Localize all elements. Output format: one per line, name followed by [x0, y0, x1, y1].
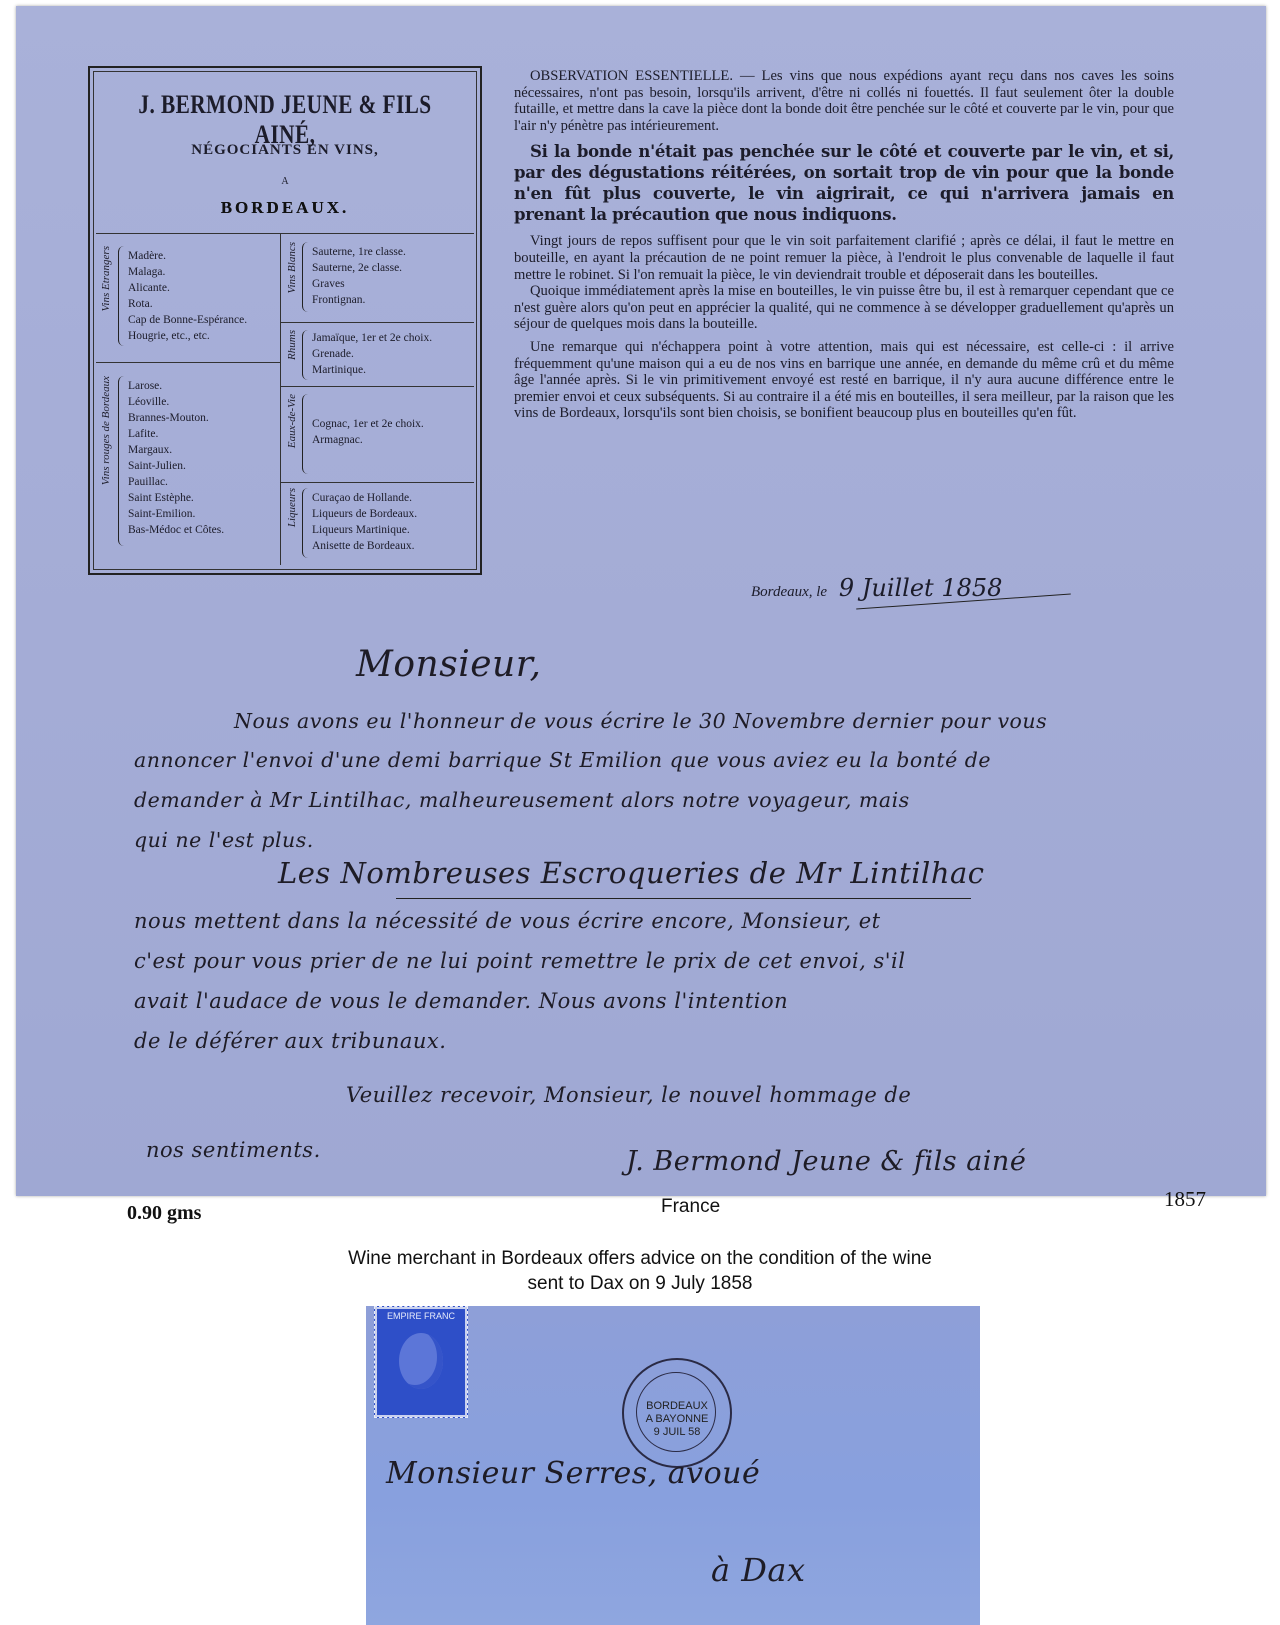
category-liqueurs — [284, 488, 474, 562]
list-item: Armagnac. — [312, 434, 363, 446]
divider — [280, 386, 474, 387]
description-line-2: sent to Dax on 9 July 1858 — [527, 1273, 753, 1294]
napoleon-stamp — [374, 1306, 468, 1418]
paragraph: Une remarque qui n'échappera point à votre attention, mais qui est nécessaire, est celle-ci : il arrive fréquemment qu'une maison qui a eu de nos vins en barrique une année, en demande du même crû et du même âge l'année après. Si le vin primitivement envoyé est resté en barrique, il n'y aura aucune différence entre le premier envoi et ceux subséquents. Si au contraire il a été mis en bouteilles, il sera meilleur, par la raison que les vins de Bordeaux, lorsqu'ils sont bien choisis, se bonifient beaucoup plus en bouteilles qu'en fût. — [514, 338, 1174, 422]
signature: J. Bermond Jeune & fils ainé — [626, 1146, 1027, 1177]
observation-text — [514, 68, 1174, 422]
list-item: Liqueurs Martinique. — [312, 524, 410, 536]
list-item: Larose. — [128, 380, 163, 392]
portrait-icon — [399, 1333, 443, 1389]
salutation: Monsieur, — [356, 644, 542, 685]
underline — [396, 898, 971, 899]
category-label: Vins Blancs — [286, 242, 298, 294]
item-list — [312, 244, 406, 308]
category-label: Vins rouges de Bordeaux — [100, 376, 112, 486]
list-item: Grenade. — [312, 348, 354, 360]
list-item: Liqueurs de Bordeaux. — [312, 508, 418, 520]
list-item: Cognac, 1er et 2e choix. — [312, 418, 424, 430]
item-list — [312, 490, 417, 554]
handwritten-line: demander à Mr Lintilhac, malheureusement alors notre voyageur, mais — [134, 788, 910, 812]
category-label: Liqueurs — [286, 488, 298, 528]
list-item: Alicante. — [128, 282, 170, 294]
divider — [280, 233, 281, 565]
divider — [96, 362, 280, 363]
brace — [302, 330, 309, 380]
paragraph: OBSERVATION ESSENTIELLE. — Les vins que nous expédions ayant reçu dans nos caves les soins nécessaires, n'ont pas besoin, lorsqu'ils arrivent, d'être ni collés ni fouettés. Il faut seulement ôter la double futaille, et mettre dans la cave la pièce dont la bonde doit être penchée sur le côté et couverte par le vin, pour que l'air n'y pénètre pas intérieurement. — [514, 68, 1174, 134]
list-item: Martinique. — [312, 364, 366, 376]
divider — [280, 482, 474, 483]
description-line-1: Wine merchant in Bordeaux offers advice on the condition of the wine — [348, 1248, 932, 1269]
dateline-printed: Bordeaux, le — [751, 584, 828, 600]
list-item: Cap de Bonne-Espérance. — [128, 314, 248, 326]
year-caption: 1857 — [1164, 1187, 1206, 1211]
item-list — [128, 248, 247, 344]
category-label: Rhums — [286, 330, 298, 360]
paragraph: Quoique immédiatement après la mise en bouteilles, le vin puisse être bu, il est à remarquer cependant que ce n'est guère alors qu'on peut en apprécier la qualité, qui ne commence à se développer graduellement qu'après un séjour de quelques mois dans la bouteille. — [514, 283, 1174, 333]
letter-sheet — [16, 6, 1266, 1196]
list-item: Pauillac. — [128, 476, 168, 488]
postmark — [622, 1358, 732, 1468]
handwritten-line: avait l'audace de vous le demander. Nous avons l'intention — [134, 989, 789, 1013]
postmark-text: BORDEAUX A BAYONNE 9 JUIL 58 — [645, 1400, 709, 1438]
divider — [96, 233, 474, 234]
brace — [302, 488, 309, 558]
country-caption: France — [661, 1196, 721, 1217]
stamp-text: EMPIRE FRANC — [386, 1311, 455, 1321]
envelope-cover — [366, 1306, 980, 1625]
list-item: Brannes-Mouton. — [128, 412, 209, 424]
category-label: Eaux-de-Vie — [286, 394, 298, 449]
list-item: Saint-Emilion. — [128, 508, 196, 520]
handwritten-line: nous mettent dans la nécessité de vous écrire encore, Monsieur, et — [134, 909, 881, 933]
handwritten-line: de le déférer aux tribunaux. — [134, 1029, 447, 1053]
list-item: Saint Estèphe. — [128, 492, 194, 504]
handwritten-line: Nous avons eu l'honneur de vous écrire le 30 Novembre dernier pour vous — [234, 709, 1048, 733]
list-item: Sauterne, 1re classe. — [312, 246, 406, 258]
brace — [302, 394, 309, 474]
handwritten-line: c'est pour vous prier de ne lui point remettre le prix de cet envoi, s'il — [134, 949, 906, 973]
firm-trade: NÉGOCIANTS EN VINS, — [191, 142, 379, 158]
item-list — [312, 330, 432, 378]
list-item: Anisette de Bordeaux. — [312, 540, 415, 552]
category-eaux-de-vie — [284, 394, 474, 478]
list-item: Curaçao de Hollande. — [312, 492, 412, 504]
category-vins-etrangers — [98, 246, 278, 354]
dateline — [751, 574, 1002, 602]
list-item: Sauterne, 2e classe. — [312, 262, 403, 274]
handwritten-line: Veuillez recevoir, Monsieur, le nouvel hommage de — [346, 1083, 912, 1107]
firm-name: J. BERMOND JEUNE & FILS AINÉ, — [138, 90, 432, 149]
item-list — [128, 378, 224, 538]
brace — [302, 242, 309, 312]
list-item: Bas-Médoc et Côtes. — [128, 524, 225, 536]
list-item: Hougrie, etc., etc. — [128, 330, 210, 342]
list-item: Rota. — [128, 298, 153, 310]
handwritten-line: qui ne l'est plus. — [134, 828, 314, 852]
handwritten-line: Les Nombreuses Escroqueries de Mr Lintilhac — [278, 856, 985, 890]
list-item: Margaux. — [128, 444, 173, 456]
paragraph: Vingt jours de repos suffisent pour que le vin soit parfaitement clarifié ; après ce délai, il faut le mettre en bouteille, en ayant la précaution de ne point remuer la pièce, à l'endroit le plus convenable de laquelle il faut mettre le robinet. Si l'on remuait la pièce, le vin deviendrait trouble et déposerait dans les bouteilles. — [514, 233, 1174, 283]
weight-caption: 0.90 gms — [127, 1202, 202, 1224]
divider — [280, 322, 474, 323]
list-item: Jamaïque, 1er et 2e choix. — [312, 332, 433, 344]
list-item: Graves — [312, 278, 345, 290]
dateline-handwritten: 9 Juillet 1858 — [838, 574, 1003, 602]
firm-city: BORDEAUX. — [220, 198, 350, 217]
handwritten-line: annoncer l'envoi d'une demi barrique St Emilion que vous aviez eu la bonté de — [134, 748, 992, 772]
firm-a: A — [281, 176, 289, 187]
handwritten-line: nos sentiments. — [146, 1138, 321, 1162]
list-item: Malaga. — [128, 266, 166, 278]
category-vins-blancs — [284, 242, 474, 318]
brace — [118, 246, 125, 346]
bold-warning: Si la bonde n'était pas penchée sur le côté et couverte par le vin, et si, par des dégustations réitérées, on sortait trop de vin pour que la bonde n'en fût plus couverte, le vin aigrirait, ce qui n'arrivera jamais en prenant la précaution que nous indiquons. — [514, 142, 1174, 225]
merchant-advert-box — [88, 66, 482, 575]
category-vins-rouges — [98, 376, 278, 556]
brace — [118, 376, 125, 546]
list-item: Madère. — [128, 250, 166, 262]
category-label: Vins Etrangers — [100, 246, 112, 312]
list-item: Lafite. — [128, 428, 159, 440]
list-item: Léoville. — [128, 396, 170, 408]
address-line: à Dax — [711, 1551, 806, 1589]
address-line: Monsieur Serres, avoué — [386, 1456, 761, 1491]
list-item: Frontignan. — [312, 294, 366, 306]
category-rhums — [284, 330, 474, 382]
list-item: Saint-Julien. — [128, 460, 186, 472]
item-list — [312, 416, 424, 448]
